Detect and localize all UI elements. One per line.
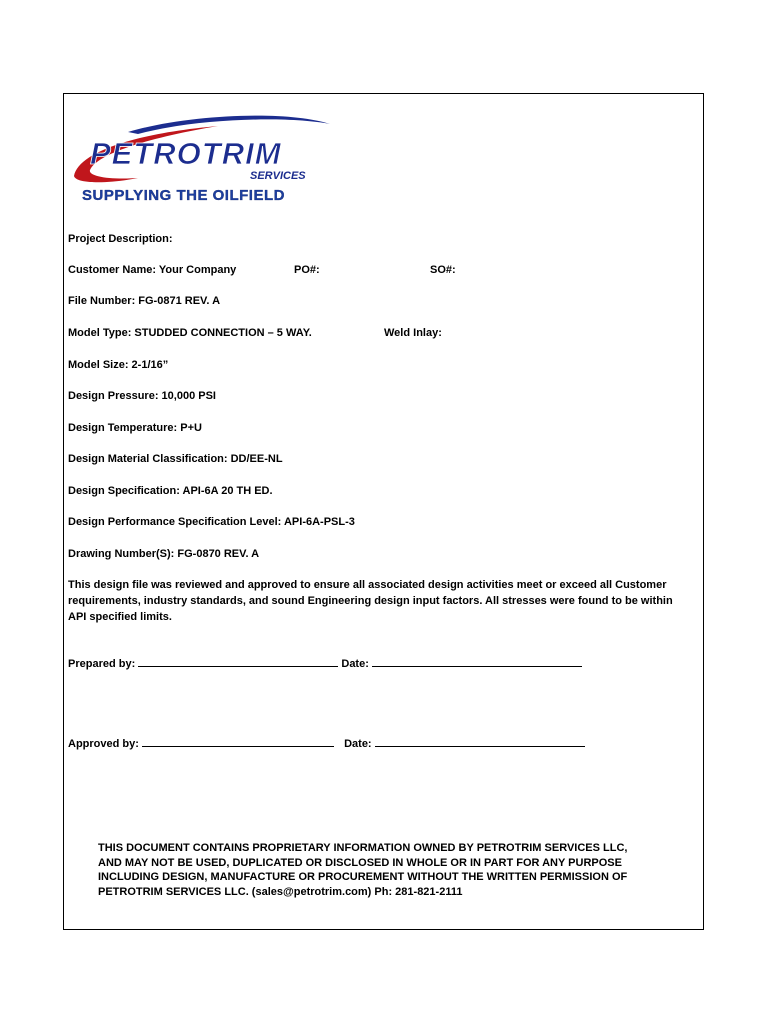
- approval-statement: This design file was reviewed and approved to ensure all associated design activities meet or exceed all Customer requirements, industry standards, and sound Engineering design input factors. All stresses were found to be within API specified limits.: [68, 579, 673, 623]
- model-size: Model Size: 2-1/16”: [68, 359, 169, 371]
- prepared-date-blank[interactable]: [372, 656, 582, 667]
- po-number: PO#:: [294, 264, 320, 276]
- design-temperature: Design Temperature: P+U: [68, 422, 202, 434]
- approved-by-blank[interactable]: [142, 736, 334, 747]
- project-description: Project Description:: [68, 233, 173, 245]
- petrotrim-logo: [68, 104, 338, 204]
- design-pressure: Design Pressure: 10,000 PSI: [68, 390, 216, 402]
- prepared-by-blank[interactable]: [138, 656, 338, 667]
- logo-arc-blue: [128, 116, 330, 134]
- customer-name: Customer Name: Your Company: [68, 264, 237, 276]
- approved-by-label: Approved by:: [68, 738, 139, 750]
- logo-brand: PETROTRIM: [90, 136, 282, 171]
- approved-date-blank[interactable]: [375, 736, 585, 747]
- document-frame: [63, 93, 704, 930]
- prepared-by-row: [68, 656, 582, 671]
- logo-sub: SERVICES: [250, 170, 306, 182]
- logo-tagline: SUPPLYING THE OILFIELD: [82, 187, 285, 204]
- approved-date-label: Date:: [344, 738, 372, 750]
- so-number: SO#:: [430, 264, 456, 276]
- prepared-by-label: Prepared by:: [68, 658, 136, 670]
- design-specification: Design Specification: API-6A 20 TH ED.: [68, 485, 273, 497]
- weld-inlay: Weld Inlay:: [384, 327, 442, 339]
- drawing-numbers: Drawing Number(S): FG-0870 REV. A: [68, 548, 260, 560]
- model-type: Model Type: STUDDED CONNECTION – 5 WAY.: [68, 327, 312, 339]
- proprietary-notice: THIS DOCUMENT CONTAINS PROPRIETARY INFORMATION OWNED BY PETROTRIM SERVICES LLC, AND MAY NOT BE USED, DUPLICATED OR DISCLOSED IN WHOLE OR IN PART FOR ANY PURPOSE INCLUDING DESIGN, MANUFACTURE OR PROCUREMENT WITHOUT THE WRITTEN PERMISSION OF PETROTRIM SERVICES LLC. (sales@petrotrim.com) Ph: 281-821-2111: [98, 842, 628, 898]
- prepared-date-label: Date:: [341, 658, 369, 670]
- material-classification: Design Material Classification: DD/EE-NL: [68, 453, 283, 465]
- file-number: File Number: FG-0871 REV. A: [68, 295, 221, 307]
- performance-level: Design Performance Specification Level: API-6A-PSL-3: [68, 516, 355, 528]
- approved-by-row: [68, 736, 585, 751]
